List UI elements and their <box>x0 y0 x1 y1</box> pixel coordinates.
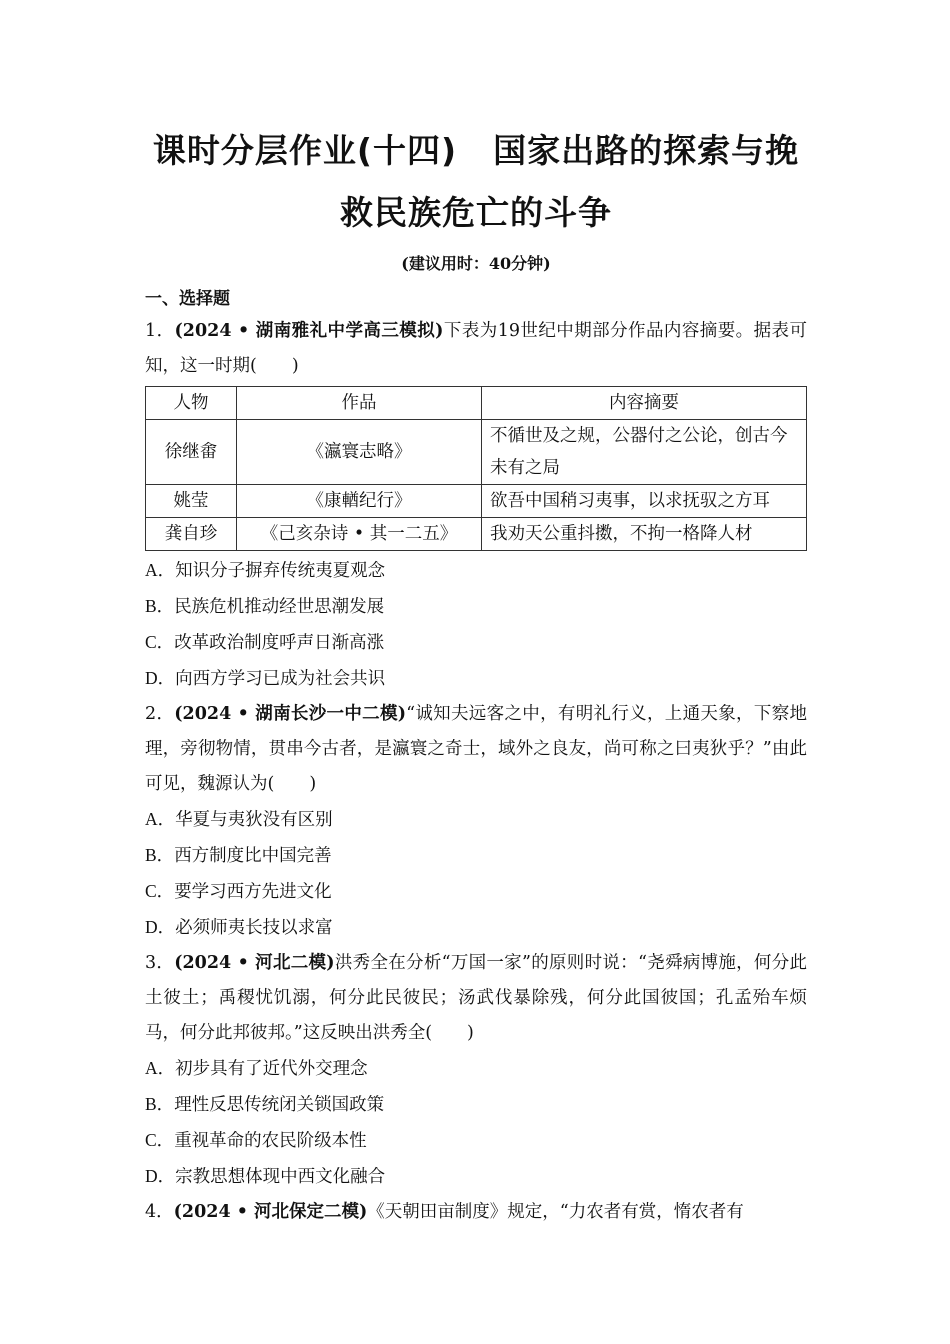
table-row <box>146 518 807 551</box>
table-cell-work: 《瀛寰志略》 <box>237 420 482 485</box>
option-letter: B． <box>145 845 175 865</box>
question-stem: 下表为19世纪中期部分作品内容摘要。据表可知，这一时期( ) <box>145 321 807 376</box>
section-heading: 一、选择题 <box>145 289 230 309</box>
table-header-row <box>146 387 807 420</box>
table-cell-summary: 我劝天公重抖擞，不拘一格降人材 <box>482 518 807 551</box>
table-row <box>146 420 807 485</box>
option-d <box>145 661 807 697</box>
option-text: 华夏与夷狄没有区别 <box>175 810 333 830</box>
option-letter: C． <box>145 1130 175 1150</box>
question-3 <box>145 946 807 1051</box>
option-letter: A． <box>145 809 176 829</box>
option-c <box>145 1123 807 1159</box>
question-source: (2024 • 湖南长沙一中二模) <box>174 704 407 724</box>
document-title <box>145 120 807 244</box>
option-b <box>145 838 807 874</box>
table-cell-work: 《康輶纪行》 <box>237 485 482 518</box>
question-stem: 洪秀全在分析“万国一家”的原则时说：“尧舜病博施，何分此土彼土；禹稷忧饥溺，何分此民彼民；汤武伐暴除残，何分此国彼国；孔孟殆车烦马，何分此邦彼邦。”这反映出洪秀全( ) <box>145 953 808 1043</box>
option-c <box>145 874 807 910</box>
table-cell-person: 龚自珍 <box>146 518 237 551</box>
table-header-cell: 人物 <box>146 387 237 420</box>
option-letter: A． <box>145 1058 176 1078</box>
option-text: 民族危机推动经世思潮发展 <box>174 597 385 617</box>
question-stem: 《天朝田亩制度》规定，“力农者有赏，惰农者有 <box>367 1202 744 1222</box>
title-series: 课时分层作业(十四) <box>152 131 458 170</box>
question-stem: “诚知夫远客之中，有明礼行义，上通天象，下察地理，旁彻物情，贯串今古者，是瀛寰之奇士，域外之良友，尚可称之曰夷狄乎？”由此可见，魏源认为( ) <box>145 704 808 794</box>
table-header-cell: 作品 <box>237 387 482 420</box>
option-text: 要学习西方先进文化 <box>174 882 332 902</box>
document-page <box>145 120 807 1230</box>
option-letter: C． <box>145 881 175 901</box>
option-text: 改革政治制度呼声日渐高涨 <box>174 633 385 653</box>
table-cell-work: 《己亥杂诗 • 其一二五》 <box>237 518 482 551</box>
question-2 <box>145 697 807 802</box>
table-cell-summary: 不循世及之规，公器付之公论，创古今未有之局 <box>482 420 807 485</box>
option-letter: B． <box>145 1094 175 1114</box>
option-a <box>145 1051 807 1087</box>
table-cell-person: 姚莹 <box>146 485 237 518</box>
option-text: 初步具有了近代外交理念 <box>175 1059 368 1079</box>
works-table <box>145 386 807 551</box>
question-source: (2024 • 河北二模) <box>174 953 335 973</box>
option-letter: D． <box>145 1166 176 1186</box>
option-letter: A． <box>145 560 176 580</box>
option-text: 宗教思想体现中西文化融合 <box>175 1167 386 1187</box>
option-text: 理性反思传统闭关锁国政策 <box>174 1095 385 1115</box>
question-1 <box>145 314 807 384</box>
option-a <box>145 553 807 589</box>
question-number: 1． <box>145 321 175 341</box>
option-text: 向西方学习已成为社会共识 <box>175 669 386 689</box>
title-line-2: 救民族危亡的斗争 <box>340 193 612 232</box>
question-number: 2． <box>145 704 175 724</box>
table-cell-person: 徐继畬 <box>146 420 237 485</box>
option-letter: C． <box>145 632 175 652</box>
question-4 <box>145 1195 807 1230</box>
option-b <box>145 1087 807 1123</box>
table-cell-summary: 欲吾中国稍习夷事，以求抚驭之方耳 <box>482 485 807 518</box>
option-a <box>145 802 807 838</box>
option-letter: D． <box>145 668 176 688</box>
option-text: 重视革命的农民阶级本性 <box>174 1131 367 1151</box>
question-source: (2024 • 河北保定二模) <box>173 1202 368 1222</box>
suggested-time: (建议用时：40分钟) <box>401 254 551 273</box>
table-row <box>146 485 807 518</box>
question-number: 3． <box>145 953 175 973</box>
option-d <box>145 1159 807 1195</box>
option-text: 西方制度比中国完善 <box>174 846 332 866</box>
title-topic-part-1: 国家出路的探索与挽 <box>493 131 800 170</box>
option-b <box>145 589 807 625</box>
question-number: 4． <box>145 1202 174 1222</box>
option-text: 知识分子摒弃传统夷夏观念 <box>175 561 386 581</box>
option-letter: B． <box>145 596 175 616</box>
option-text: 必须师夷长技以求富 <box>175 918 333 938</box>
question-source: (2024 • 湖南雅礼中学高三模拟) <box>174 321 444 341</box>
option-c <box>145 625 807 661</box>
option-letter: D． <box>145 917 176 937</box>
table-header-cell: 内容摘要 <box>482 387 807 420</box>
option-d <box>145 910 807 946</box>
title-line-1 <box>145 120 807 182</box>
